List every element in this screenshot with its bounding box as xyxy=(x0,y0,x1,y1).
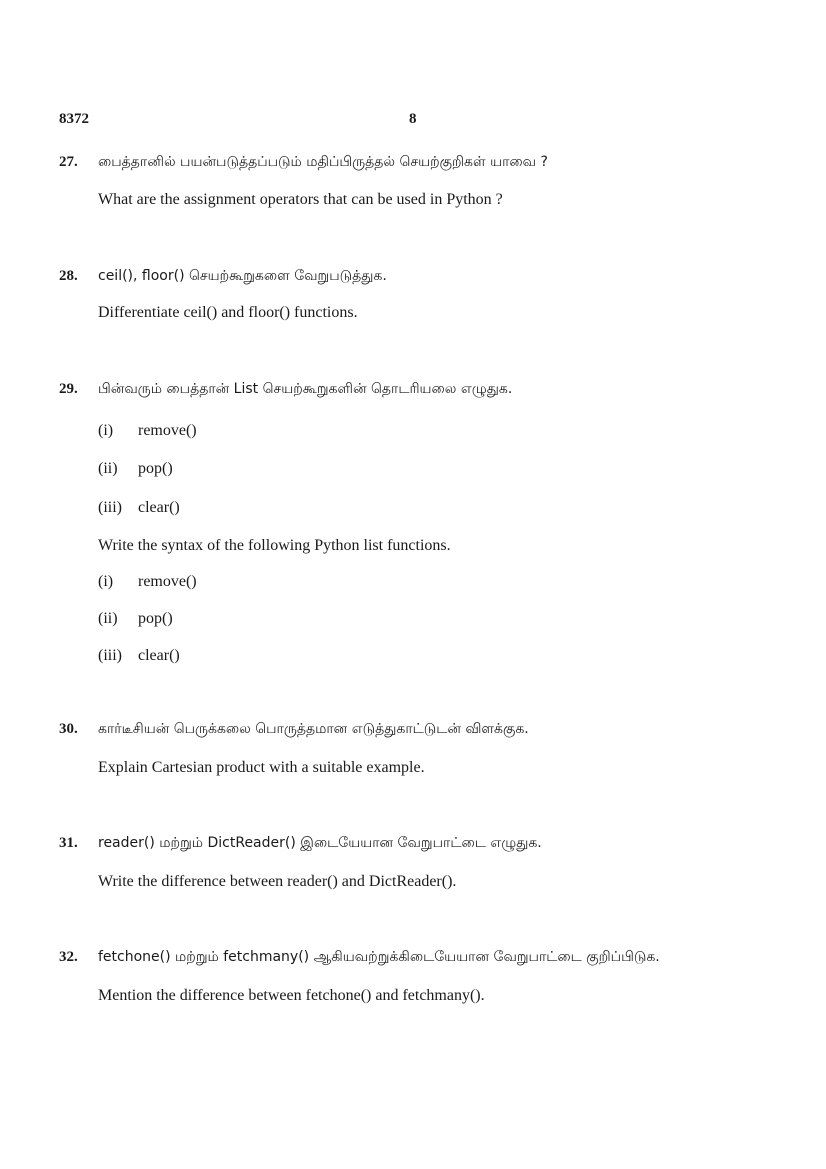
question-english: Mention the difference between fetchone() and fetchmany(). xyxy=(98,987,485,1004)
question-english: What are the assignment operators that can be used in Python ? xyxy=(98,191,503,208)
sub-item-text: pop() xyxy=(138,610,173,627)
sub-item-text: clear() xyxy=(138,647,180,664)
sub-item-label: (iii) xyxy=(98,499,122,516)
question-number: 27. xyxy=(59,154,78,170)
question-number: 30. xyxy=(59,721,78,737)
question-number: 31. xyxy=(59,835,78,851)
question-tamil: கார்டீசியன் பெருக்கலை பொருத்தமான எடுத்துகாட்டுடன் விளக்குக. xyxy=(98,721,529,737)
sub-item-label: (i) xyxy=(98,573,114,590)
question-english: Differentiate ceil() and floor() functions. xyxy=(98,304,358,321)
question-number: 28. xyxy=(59,268,78,284)
question-english: Explain Cartesian product with a suitable example. xyxy=(98,759,425,776)
question-number: 29. xyxy=(59,381,78,397)
sub-item-label: (iii) xyxy=(98,647,122,664)
question-english: Write the syntax of the following Python list functions. xyxy=(98,537,451,554)
sub-item-text: remove() xyxy=(138,573,197,590)
sub-item-label: (ii) xyxy=(98,610,118,627)
sub-item-label: (ii) xyxy=(98,460,118,477)
page-number: 8 xyxy=(409,111,417,127)
question-tamil: ceil(), floor() செயற்கூறுகளை வேறுபடுத்துக. xyxy=(98,268,387,284)
sub-item-text: pop() xyxy=(138,460,173,477)
paper-code: 8372 xyxy=(59,111,89,127)
question-tamil: பைத்தானில் பயன்படுத்தப்படும் மதிப்பிருத்தல் செயற்குறிகள் யாவை ? xyxy=(98,154,548,170)
sub-item-text: remove() xyxy=(138,422,197,439)
sub-item-label: (i) xyxy=(98,422,114,439)
question-number: 32. xyxy=(59,949,78,965)
question-tamil: fetchone() மற்றும் fetchmany() ஆகியவற்றுக்கிடையேயான வேறுபாட்டை குறிப்பிடுக. xyxy=(98,949,660,965)
question-english: Write the difference between reader() and DictReader(). xyxy=(98,873,457,890)
sub-item-text: clear() xyxy=(138,499,180,516)
question-tamil: பின்வரும் பைத்தான் List செயற்கூறுகளின் தொடரியலை எழுதுக. xyxy=(98,381,513,397)
question-tamil: reader() மற்றும் DictReader() இடையேயான வேறுபாட்டை எழுதுக. xyxy=(98,835,542,851)
